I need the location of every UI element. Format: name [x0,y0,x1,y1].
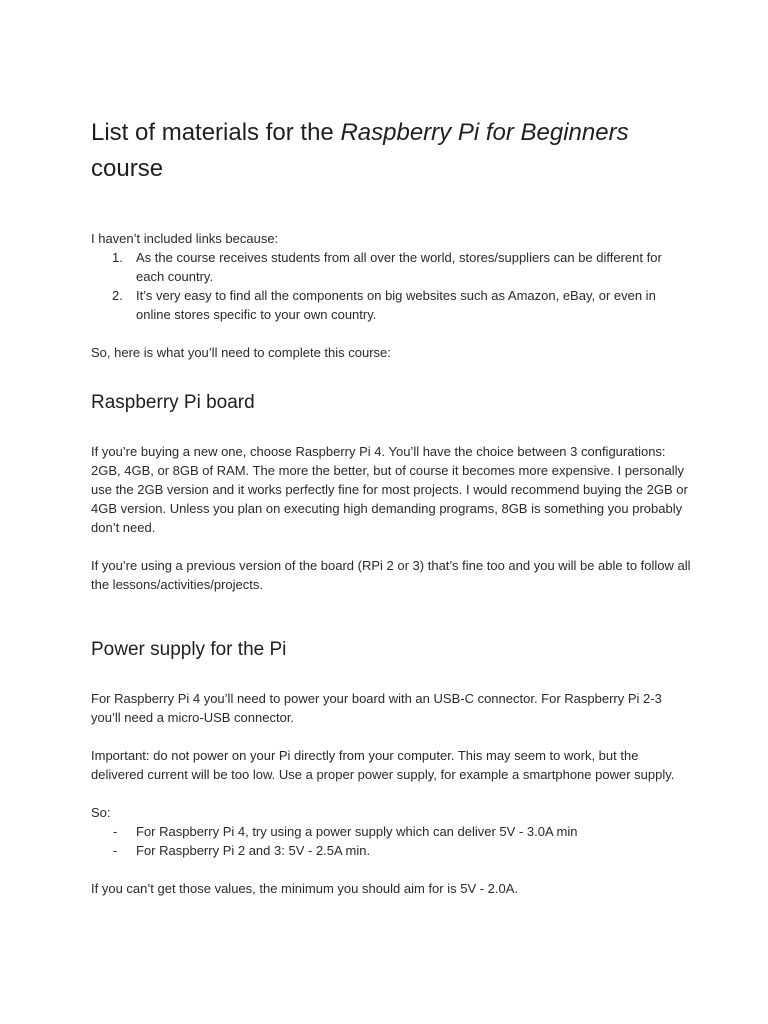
list-item-text: It’s very easy to find all the components on big websites such as Amazon, eBay, or even in online stores specific to your own country. [136,288,656,322]
list-dash: - [113,824,118,839]
power-paragraph-2: Important: do not power on your Pi directly from your computer. This may seem to work, but the delivered current will be too low. Use a proper power supply, for example a smartphone power supply. [91,748,675,782]
list-item-text: For Raspberry Pi 2 and 3: 5V - 2.5A min. [136,843,371,858]
list-item [91,286,691,324]
title-course-name: Raspberry Pi for Beginners [340,119,629,146]
list-item [91,248,691,286]
document-content [91,115,691,898]
section-heading-board: Raspberry Pi board [91,392,255,413]
intro-lead: I haven’t included links because: [91,231,279,246]
list-number: 2. [112,288,123,303]
list-item-text: As the course receives students from all over the world, stores/suppliers can be different for each country. [136,250,662,284]
document-title [91,115,691,187]
title-prefix: List of materials for the [91,119,341,146]
list-item [91,822,691,841]
so-line: So: [91,805,111,820]
need-line: So, here is what you’ll need to complete this course: [91,345,391,360]
power-values-list [91,822,691,860]
board-paragraph-1: If you’re buying a new one, choose Raspberry Pi 4. You’ll have the choice between 3 configurations: 2GB, 4GB, or 8GB of RAM. The more the better, but of course it becomes more expensive. I personally use the 2GB version and it works perfectly fine for most projects. I would recommend buying the 2GB or 4GB version. Unless you plan on executing high demanding programs, 8GB is something you probably don’t need. [91,444,688,535]
list-dash: - [113,843,118,858]
list-number: 1. [112,250,123,265]
title-suffix: course [91,155,164,182]
power-paragraph-1: For Raspberry Pi 4 you’ll need to power your board with an USB-C connector. For Raspberry Pi 2-3 you’ll need a micro-USB connector. [91,691,662,725]
board-paragraph-2: If you’re using a previous version of the board (RPi 2 or 3) that’s fine too and you will be able to follow all the lessons/activities/projects. [91,558,691,592]
list-item-text: For Raspberry Pi 4, try using a power supply which can deliver 5V - 3.0A min [136,824,578,839]
final-line: If you can’t get those values, the minimum you should aim for is 5V - 2.0A. [91,881,519,896]
section-heading-power: Power supply for the Pi [91,639,287,660]
reasons-list [91,248,691,324]
list-item [91,841,691,860]
